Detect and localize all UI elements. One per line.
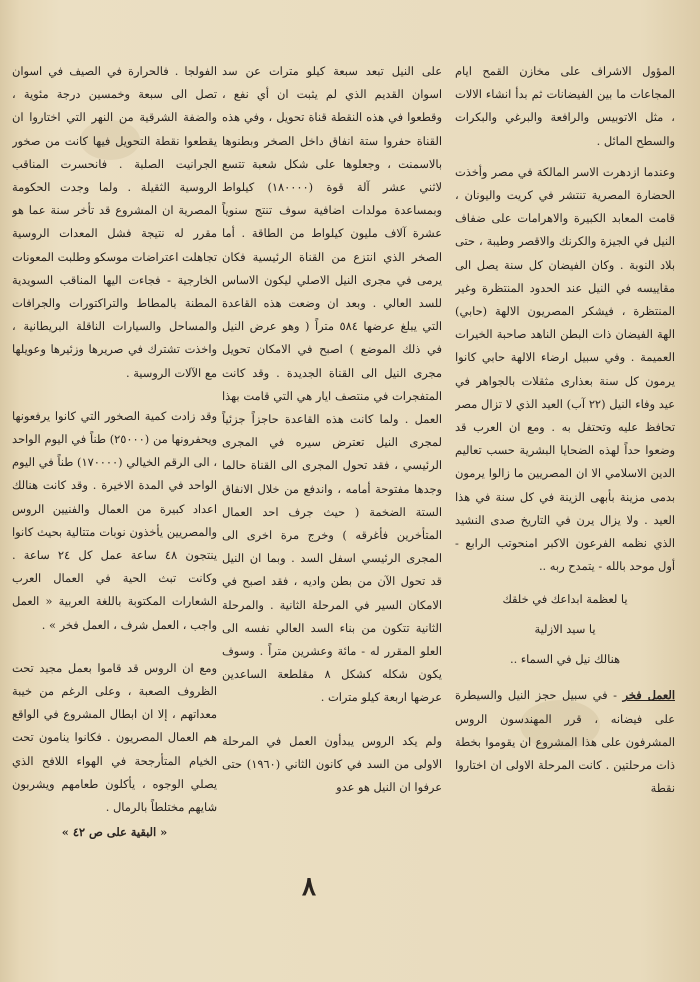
paragraph: الفولجا . فالحرارة في الصيف في اسوان تصل الى سبعة وخمسين درجة مئوية ، والضفة الشرقية من النهر التي اختاروا ان يقطعوا نقطة التحويل فيها كانت من صخور الجرانيت الصلبة . فانحسرت المناقب الروسية الثقيلة . ولما وجدت الحكومة المصرية ان المشروع قد تأخر سنة عما هو مقرر له نتيجة فشل المعدات الروسية تجاهلت اعتراضات موسكو وطلبت المعونات الخارجية - فجاءت اليها المناقب السويدية المطنة بالمطاط والتراكتورات والجرافات والمساحل والسيارات الناقلة البريطانية ، واخذت تشترك في صريرها وزئيرها وعويلها مع الآلات الروسية . <box>12 64 217 380</box>
paragraph: على النيل تبعد سبعة كيلو مترات عن سد اسوان القديم الذي لم يثبت ان أي نفع ، وقطعوا في هذه النقطة قناة تحويل ، وفي هذه القناة حفروا ستة انفاق داخل الصخر وبطنوها بالاسمنت ، وجعلوها على شكل شعبة تتسع لاثني عشر آلة قوة (١٨٠٠٠٠) كيلواط وبمساعدة مولدات اضافية سوف تنتج سنوياً عشرة آلاف مليون كيلواط من الطاقة . أما الصخر الذي انتزع من القناة الرئيسية فكان يرمى في مجرى النيل الاصلي ليكون الاساس للسد العالي . وبعد ان وضعت هذه القاعدة التي يبلغ عرضها ٥٨٤ متراً ( وهو عرض النيل في ذلك الموضع ) اصبح في الامكان تحويل مجرى النيل الى القناة الجديدة . وقد كانت المتفجرات في منتصف ايار هي التي قامت بهذا العمل . ولما كانت هذه القاعدة حاجزاً جزئياً لمجرى النيل تعترض سيره في المجرى الرئيسي ، فقد تحول المجرى الى القناة حالما وجدها مفتوحة أمامه ، واندفع من خلال الانفاق الستة الضخمة ( حيث جرف احد العمال المتأخرين فأغرقه ) وخرج مرة اخرى الى المجرى الرئيسي اسفل السد . وبما ان النيل قد تحول الآن من بطن واديه ، فقد اصبح في الامكان السير في المرحلة الثانية . والمرحلة الثانية تتكون من بناء السد العالي نفسه الى العلو المقرر له - مائة وعشرين متراً . وسوف يكون شكله كشكل ٨ مقلطعة الساعدين عرضها اربعة كيلو مترات . <box>222 64 442 705</box>
paragraph <box>455 684 675 800</box>
text-column-right <box>455 60 675 960</box>
poem-verse: هنالك نيل في السماء .. <box>509 652 621 667</box>
continued-note: « البقية على ص ٤٢ » <box>61 825 168 840</box>
paragraph-text: - في سبيل حجز النيل والسيطرة على فيضانه ، قرر المهندسون الروس المشرفون على هذا المشروع ان يقوموا بخطة ذات مرحلتين . كانت المرحلة الاولى ان اختاروا نقطة <box>455 688 675 796</box>
text-column-left <box>12 60 217 960</box>
paragraph: ومع ان الروس قد قاموا بعمل مجيد تحت الظروف الصعبة ، وعلى الرغم من خيبة معداتهم ، إلا ان ابطال المشروع في الواقع هم العمال المصريون . فكانوا ينامون تحت الخيام المتأرجحة في الهواء اللافح الذي يصلي الوجوه ، يأكلون طعامهم ويشربون شايهم مختلطاً بالرمال . <box>12 660 217 815</box>
paragraph: وعندما ازدهرت الاسر المالكة في مصر وأخذت الحضارة المصرية تنتشر في كريت واليونان ، قامت المعابد الكبيرة والاهرامات على ضفاف النيل في الجيزة والكرنك والاقصر وطيبة ، حتى بلاد النوبة . وكان الفيضان كل سنة يصل الى مقاييسه في النيل عند الحدود المنتظرة وغير المنتظرة ، فيشكر المصريون الالهة (حابي) الهة الفيضان ذات البطن الناهد صاحبة الخيرات العميمة . وفي سبيل ارضاء الالهة حابي كانوا يرمون كل سنة بعذارى مثقلات بالجواهر في عيد وفاء النيل (٢٢ آب) العيد الذي لا تزال مصر تحافظ عليه وتحتفل به . ومع ان العرب قد وضعوا حداً لهذه الضحايا البشرية حسب تعاليم الدين الاسلامي الا ان المصريين ما زالوا يرمون بدمى مزينة بأبهى الزينة في كل سنة في هذا العيد . ولا يزال يرن في التاريخ صدى النشيد الذي نظمه الفرعون الاكبر امنحوتب الرابع - أول موحد بالله - يتمدح ربه .. <box>455 164 675 574</box>
page-number: ٨ <box>302 872 316 902</box>
section-subheading: العمل فخر <box>622 688 675 703</box>
paragraph: المؤول الاشراف على مخازن القمح ايام المجاعات ما بين الفيضانات ثم بدأ انشاء الالات ، مثل الاتوبيس والرافعة والبرغي والبكرات والسطح المائل . <box>455 64 675 148</box>
poem-verse: يا لعظمة ابداعك في خلقك <box>502 592 628 607</box>
text-column-middle <box>222 60 442 960</box>
poem-verse: يا سيد الازلية <box>534 622 596 637</box>
paragraph: ولم يكد الروس يبدأون العمل في المرحلة الاولى من السد في كانون الثاني (١٩٦٠) حتى عرفوا ان النيل هو عدو <box>222 733 442 795</box>
paragraph: وقد زادت كمية الصخور التي كانوا يرفعونها ويحفرونها من (٢٥٠٠٠) طناً في اليوم الواحد ، الى الرقم الخيالي (١٧٠٠٠٠) طناً في اليوم الواحد في المدة الاخيرة . وقد كانت هنالك اعداد كبيرة من العمال والفنيين الروس والمصريين يأخذون نوبات متتالية بحيث كانوا ينتجون ٤٨ ساعة عمل كل ٢٤ ساعة . وكانت تبث الحية في العمال العرب الشعارات المكتوبة باللغة العربية « العمل واجب ، العمل شرف ، العمل فخر » . <box>12 408 217 632</box>
poem-stanza <box>455 584 675 674</box>
